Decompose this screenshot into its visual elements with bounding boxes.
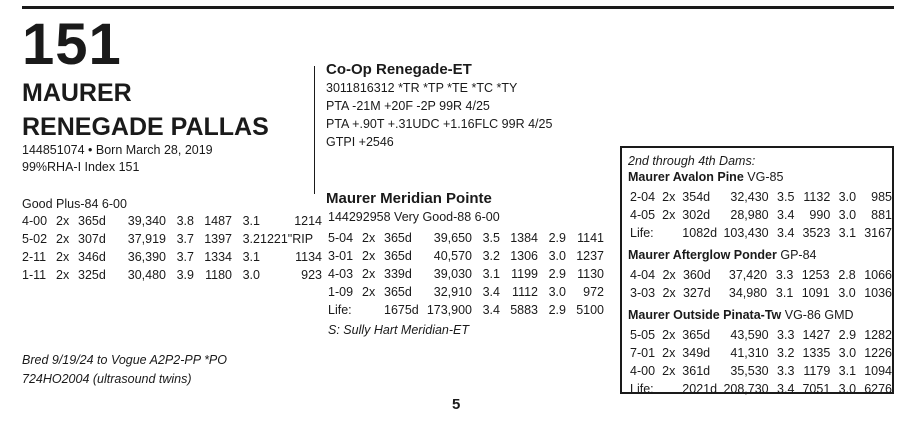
record-cell: 103,430: [723, 226, 769, 240]
record-cell: 2x: [662, 346, 676, 360]
record-cell: 3-01: [328, 249, 354, 263]
record-cell: 41,310: [730, 346, 769, 360]
record-cell: 1334: [204, 250, 232, 264]
animal-classification: Good Plus-84 6-00: [22, 197, 127, 211]
record-cell: 365d: [682, 328, 711, 342]
record-cell: 28,980: [730, 208, 769, 222]
record-cell: 2-04: [630, 190, 656, 204]
record-row: [328, 247, 604, 265]
record-cell: 1384: [510, 231, 538, 245]
page-number: 5: [452, 396, 461, 413]
record-cell: 2-11: [22, 250, 47, 264]
record-cell: 1282: [864, 328, 892, 342]
record-cell: 3.1: [838, 364, 857, 378]
record-cell: 3167: [864, 226, 892, 240]
record-cell: 3.1: [838, 226, 857, 240]
record-cell: 2.9: [548, 231, 566, 245]
lot-number: 151: [22, 12, 122, 77]
record-cell: 32,430: [730, 190, 769, 204]
record-cell: 1112: [512, 285, 538, 299]
dam-reg-class: 144292958 Very Good-88 6-00: [328, 210, 500, 224]
record-cell: 5883: [510, 303, 538, 317]
record-cell: 35,530: [730, 364, 769, 378]
record-cell: 3.0: [548, 285, 566, 299]
record-cell: 4-00: [22, 214, 48, 228]
record-cell: 2x: [362, 267, 376, 281]
record-cell: 208,730: [723, 382, 769, 396]
record-cell: 4-05: [630, 208, 656, 222]
record-cell: 39,340: [127, 214, 166, 228]
record-row: [630, 380, 892, 398]
reg-birth: 144851074 • Born March 28, 2019: [22, 143, 213, 157]
record-cell: 3.9: [176, 268, 194, 282]
record-cell: 361d: [682, 364, 711, 378]
sire-line-3: PTA +.90T +.31UDC +1.16FLC 99R 4/25: [326, 117, 553, 131]
record-cell: 1487: [204, 214, 232, 228]
record-cell: 30,480: [127, 268, 166, 282]
record-cell: 5-04: [328, 231, 354, 245]
record-cell: 1130: [577, 267, 604, 281]
top-rule: [22, 6, 894, 9]
record-cell: 3.5: [482, 231, 500, 245]
record-cell: 985: [871, 190, 892, 204]
record-cell: 1134: [295, 250, 322, 264]
record-cell: 3.0: [548, 249, 566, 263]
record-cell: 2x: [662, 364, 676, 378]
rha-index: 99%RHA-I Index 151: [22, 160, 140, 174]
record-cell: 302d: [682, 208, 711, 222]
record-cell: 39,030: [433, 267, 472, 281]
record-cell: 3.3: [775, 268, 794, 282]
record-cell: 1132: [803, 190, 831, 204]
record-cell: 3.8: [176, 214, 194, 228]
record-cell: 3.7: [176, 232, 194, 246]
record-cell: 1180: [205, 268, 232, 282]
sire-line-4: GTPI +2546: [326, 135, 394, 149]
grand-dam-class: VG-86 GMD: [784, 308, 854, 322]
record-row: [22, 212, 322, 230]
record-cell: 3.1: [242, 214, 260, 228]
record-cell: 43,590: [730, 328, 769, 342]
grand-dam-name: [628, 248, 816, 262]
record-cell: 3523: [802, 226, 831, 240]
record-cell: 40,570: [433, 249, 472, 263]
record-cell: Life:: [630, 226, 654, 240]
record-cell: 2x: [362, 249, 376, 263]
record-cell: 349d: [682, 346, 711, 360]
record-cell: 173,900: [426, 303, 472, 317]
record-row: [630, 362, 892, 380]
record-cell: 2.9: [548, 303, 566, 317]
record-cell: 2x: [662, 286, 676, 300]
record-cell: 2.9: [548, 267, 566, 281]
record-cell: 3.4: [777, 208, 795, 222]
record-cell: 2x: [56, 214, 70, 228]
record-cell: 972: [583, 285, 604, 299]
record-row: [328, 301, 604, 319]
record-cell: 2x: [56, 268, 70, 282]
record-cell: 354d: [682, 190, 711, 204]
record-row: [328, 229, 604, 247]
record-cell: 2x: [662, 268, 676, 282]
record-cell: 325d: [78, 268, 106, 282]
record-cell: 346d: [78, 250, 106, 264]
record-cell: 3.5: [777, 190, 795, 204]
record-cell: 1094: [864, 364, 892, 378]
record-row: [22, 230, 322, 248]
record-cell: 3.1: [775, 286, 794, 300]
dams-box-title: 2nd through 4th Dams:: [628, 154, 756, 168]
record-cell: 360d: [682, 268, 711, 282]
record-row: [630, 266, 892, 284]
record-cell: 1237: [576, 249, 604, 263]
record-cell: 5-05: [630, 328, 656, 342]
bred-line1: Bred 9/19/24 to Vogue A2P2-PP *PO: [22, 353, 227, 367]
grand-dam-name: [628, 308, 854, 322]
record-cell: 1397: [204, 232, 232, 246]
grand-dam-class: GP-84: [780, 248, 817, 262]
record-cell: 3.3: [777, 328, 795, 342]
dam-sire-line: S: Sully Hart Meridian-ET: [328, 323, 470, 337]
record-cell: 881: [871, 208, 892, 222]
record-cell: 3.1: [242, 250, 260, 264]
grand-dam-name-text: Maurer Avalon Pine: [628, 170, 744, 184]
record-cell: 5100: [576, 303, 604, 317]
record-cell: 923: [301, 268, 322, 282]
record-cell: 365d: [384, 249, 412, 263]
grand-dam-records: [630, 326, 892, 398]
record-cell: 7-01: [630, 346, 656, 360]
record-cell: 1214: [294, 214, 322, 228]
record-cell: 2.9: [838, 328, 857, 342]
record-cell: 2x: [662, 208, 676, 222]
record-cell: 6276: [864, 382, 892, 396]
record-cell: Life:: [630, 382, 654, 396]
record-cell: 365d: [384, 231, 412, 245]
record-cell: 1306: [510, 249, 538, 263]
record-cell: 1141: [577, 231, 604, 245]
record-cell: 2.8: [838, 268, 856, 282]
record-cell: 2x: [56, 232, 70, 246]
record-cell: 37,919: [127, 232, 166, 246]
record-cell: 1036: [864, 286, 892, 300]
grand-dam-records: [630, 188, 892, 242]
grand-dam-records: [630, 266, 892, 302]
record-cell: 3-03: [630, 286, 656, 300]
record-cell: 365d: [78, 214, 106, 228]
record-cell: 37,420: [728, 268, 768, 282]
record-cell: 3.4: [777, 226, 795, 240]
record-cell: 1675d: [384, 303, 419, 317]
record-row: [630, 344, 892, 362]
record-cell: 5-02: [22, 232, 48, 246]
sire-line-1: 3011816312 *TR *TP *TE *TC *TY: [326, 81, 518, 95]
record-cell: 2x: [662, 328, 676, 342]
record-cell: 1199: [511, 267, 538, 281]
record-cell: 3.4: [777, 382, 795, 396]
record-row: [22, 266, 322, 284]
animal-name-line2: RENEGADE PALLAS: [22, 113, 269, 141]
record-cell: 2x: [362, 285, 376, 299]
record-cell: 3.4: [482, 303, 500, 317]
grand-dam-class: VG-85: [747, 170, 784, 184]
record-cell: 3.4: [482, 285, 500, 299]
record-cell: 1082d: [682, 226, 718, 240]
record-cell: 3.0: [838, 346, 857, 360]
bred-line2: 724HO2004 (ultrasound twins): [22, 372, 192, 386]
record-cell: 3.2: [777, 346, 795, 360]
record-cell: 3.2: [242, 232, 260, 246]
record-cell: 4-03: [328, 267, 354, 281]
record-cell: Life:: [328, 303, 352, 317]
sire-name: Co-Op Renegade-ET: [326, 61, 472, 78]
record-cell: 2x: [56, 250, 70, 264]
record-cell: 4-04: [630, 268, 656, 282]
record-row: [328, 265, 604, 283]
record-cell: 3.1: [482, 267, 500, 281]
record-cell: 3.3: [777, 364, 795, 378]
record-cell: 3.7: [176, 250, 194, 264]
record-row: [630, 284, 892, 302]
sire-divider: [314, 66, 315, 194]
record-row: [630, 326, 892, 344]
record-cell: 1-11: [22, 268, 47, 282]
record-cell: 2x: [662, 190, 676, 204]
record-cell: 1-09: [328, 285, 354, 299]
record-cell: 4-00: [630, 364, 656, 378]
record-row: [328, 283, 604, 301]
record-cell: 1221"RIP: [260, 232, 314, 246]
record-cell: 1253: [801, 268, 830, 282]
animal-records: [22, 212, 322, 284]
record-cell: 1179: [803, 364, 831, 378]
record-cell: 3.2: [482, 249, 500, 263]
record-cell: 307d: [78, 232, 106, 246]
record-cell: 3.0: [838, 190, 857, 204]
grand-dam-name: [628, 170, 783, 184]
animal-name-line1: MAURER: [22, 79, 132, 107]
record-cell: 2021d: [682, 382, 718, 396]
record-cell: 3.0: [838, 382, 857, 396]
record-cell: 365d: [384, 285, 412, 299]
record-cell: 39,650: [433, 231, 472, 245]
record-cell: 1226: [864, 346, 892, 360]
record-cell: 3.0: [838, 208, 857, 222]
record-cell: 1091: [801, 286, 830, 300]
record-cell: 2x: [362, 231, 376, 245]
record-row: [630, 224, 892, 242]
dam-records: [328, 229, 604, 319]
record-cell: 34,980: [728, 286, 768, 300]
record-cell: 3.0: [838, 286, 856, 300]
dam-name: Maurer Meridian Pointe: [326, 190, 492, 207]
record-cell: 327d: [682, 286, 711, 300]
record-cell: 1335: [802, 346, 831, 360]
grand-dam-name-text: Maurer Afterglow Ponder: [628, 248, 777, 262]
record-cell: 36,390: [127, 250, 166, 264]
record-cell: 1066: [864, 268, 892, 282]
record-row: [630, 188, 892, 206]
record-cell: 32,910: [433, 285, 472, 299]
record-cell: 3.0: [242, 268, 260, 282]
record-row: [630, 206, 892, 224]
record-cell: 1427: [802, 328, 831, 342]
record-row: [22, 248, 322, 266]
dams-box: [620, 146, 894, 394]
record-cell: 339d: [384, 267, 412, 281]
record-cell: 990: [809, 208, 831, 222]
record-cell: 7051: [802, 382, 831, 396]
grand-dam-name-text: Maurer Outside Pinata-Tw: [628, 308, 782, 322]
sire-line-2: PTA -21M +20F -2P 99R 4/25: [326, 99, 490, 113]
